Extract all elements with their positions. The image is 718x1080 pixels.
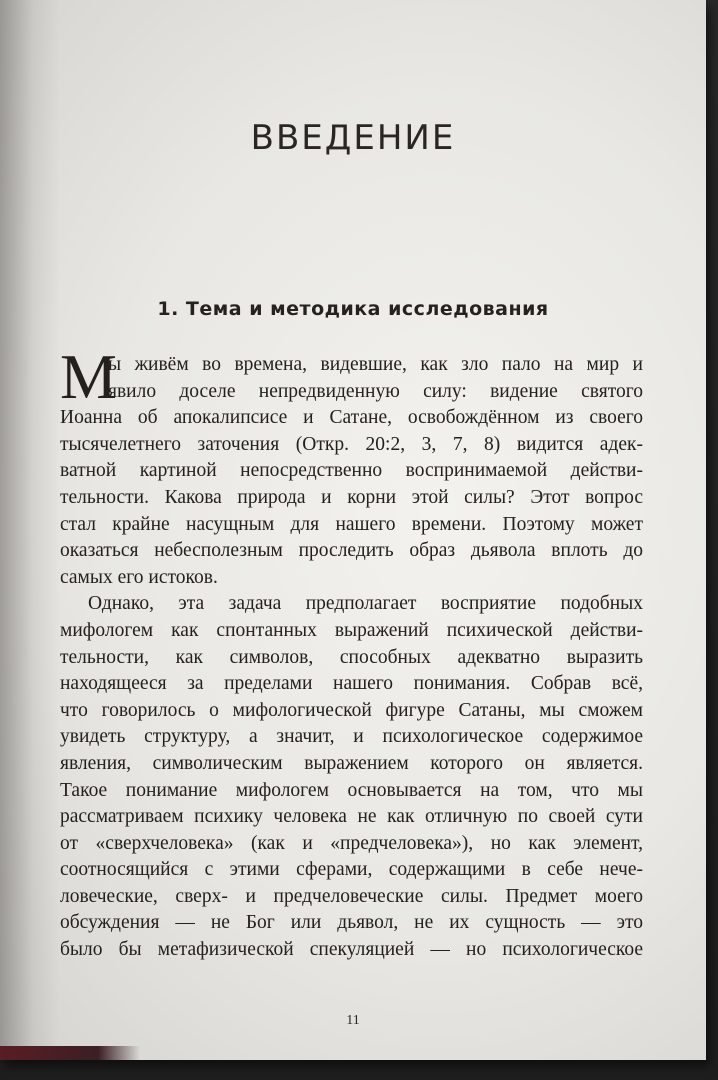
text-line: от «сверхчеловека» (как и «предчеловека»), но как элемент, bbox=[60, 832, 643, 854]
text-line: соотносящийся с этими сферами, содержащими в себе нече- bbox=[60, 859, 643, 881]
text-line: ловеческие, сверх- и предчеловеческие силы. Предмет моего bbox=[60, 885, 643, 907]
chapter-title: ВВЕДЕНИЕ bbox=[250, 118, 456, 158]
text-line: мифологем как спонтанных выражений психической действи- bbox=[60, 619, 643, 641]
section-heading: 1. Тема и методика исследования bbox=[157, 298, 549, 320]
book-cover-edge bbox=[0, 1046, 140, 1060]
text-line: явило доселе непредвиденную силу: видение святого bbox=[108, 380, 643, 402]
body-text bbox=[60, 352, 643, 964]
text-line: обсуждения — не Бог или дьявол, не их сущность — это bbox=[60, 912, 643, 934]
text-line: рассматриваем психику человека не как отличную по своей сути bbox=[60, 806, 643, 828]
text-line: Однако, эта задача предполагает восприятие подобных bbox=[88, 593, 643, 615]
text-line: тельности. Какова природа и корни этой силы? Этот вопрос bbox=[60, 486, 643, 508]
paragraph-1 bbox=[60, 352, 643, 591]
text-line: было бы метафизической спекуляцией — но психологическое bbox=[60, 939, 643, 961]
text-line: оказаться небесполезным проследить образ дьявола вплоть до bbox=[60, 540, 643, 562]
text-line: находящееся за пределами нашего понимания. Собрав всё, bbox=[60, 673, 643, 695]
text-line: Такое понимание мифологем основывается на том, что мы bbox=[60, 779, 643, 801]
text-line: ватной картиной непосредственно воспринимаемой действи- bbox=[60, 460, 643, 482]
text-line: что говорилось о мифологической фигуре Сатаны, мы сможем bbox=[60, 699, 643, 721]
paragraph-2 bbox=[60, 591, 643, 963]
text-line: самых его истоков. bbox=[60, 566, 218, 588]
text-line: тысячелетнего заточения (Откр. 20:2, 3, 7, 8) видится адек- bbox=[60, 433, 643, 455]
text-line: стал крайне насущным для нашего времени. Поэтому может bbox=[60, 513, 643, 535]
drop-cap: М bbox=[60, 341, 117, 412]
text-line: явления, символическим выражением которого он является. bbox=[60, 752, 643, 774]
text-line: увидеть структуру, а значит, и психологическое содержимое bbox=[60, 726, 643, 748]
text-line: тельности, как символов, способных адекватно выразить bbox=[60, 646, 643, 668]
text-line: Иоанна об апокалипсисе и Сатане, освобождённом из своего bbox=[60, 407, 643, 429]
text-line: ы живём во времена, видевшие, как зло пало на мир и bbox=[108, 354, 643, 375]
page-number: 11 bbox=[346, 1013, 360, 1028]
